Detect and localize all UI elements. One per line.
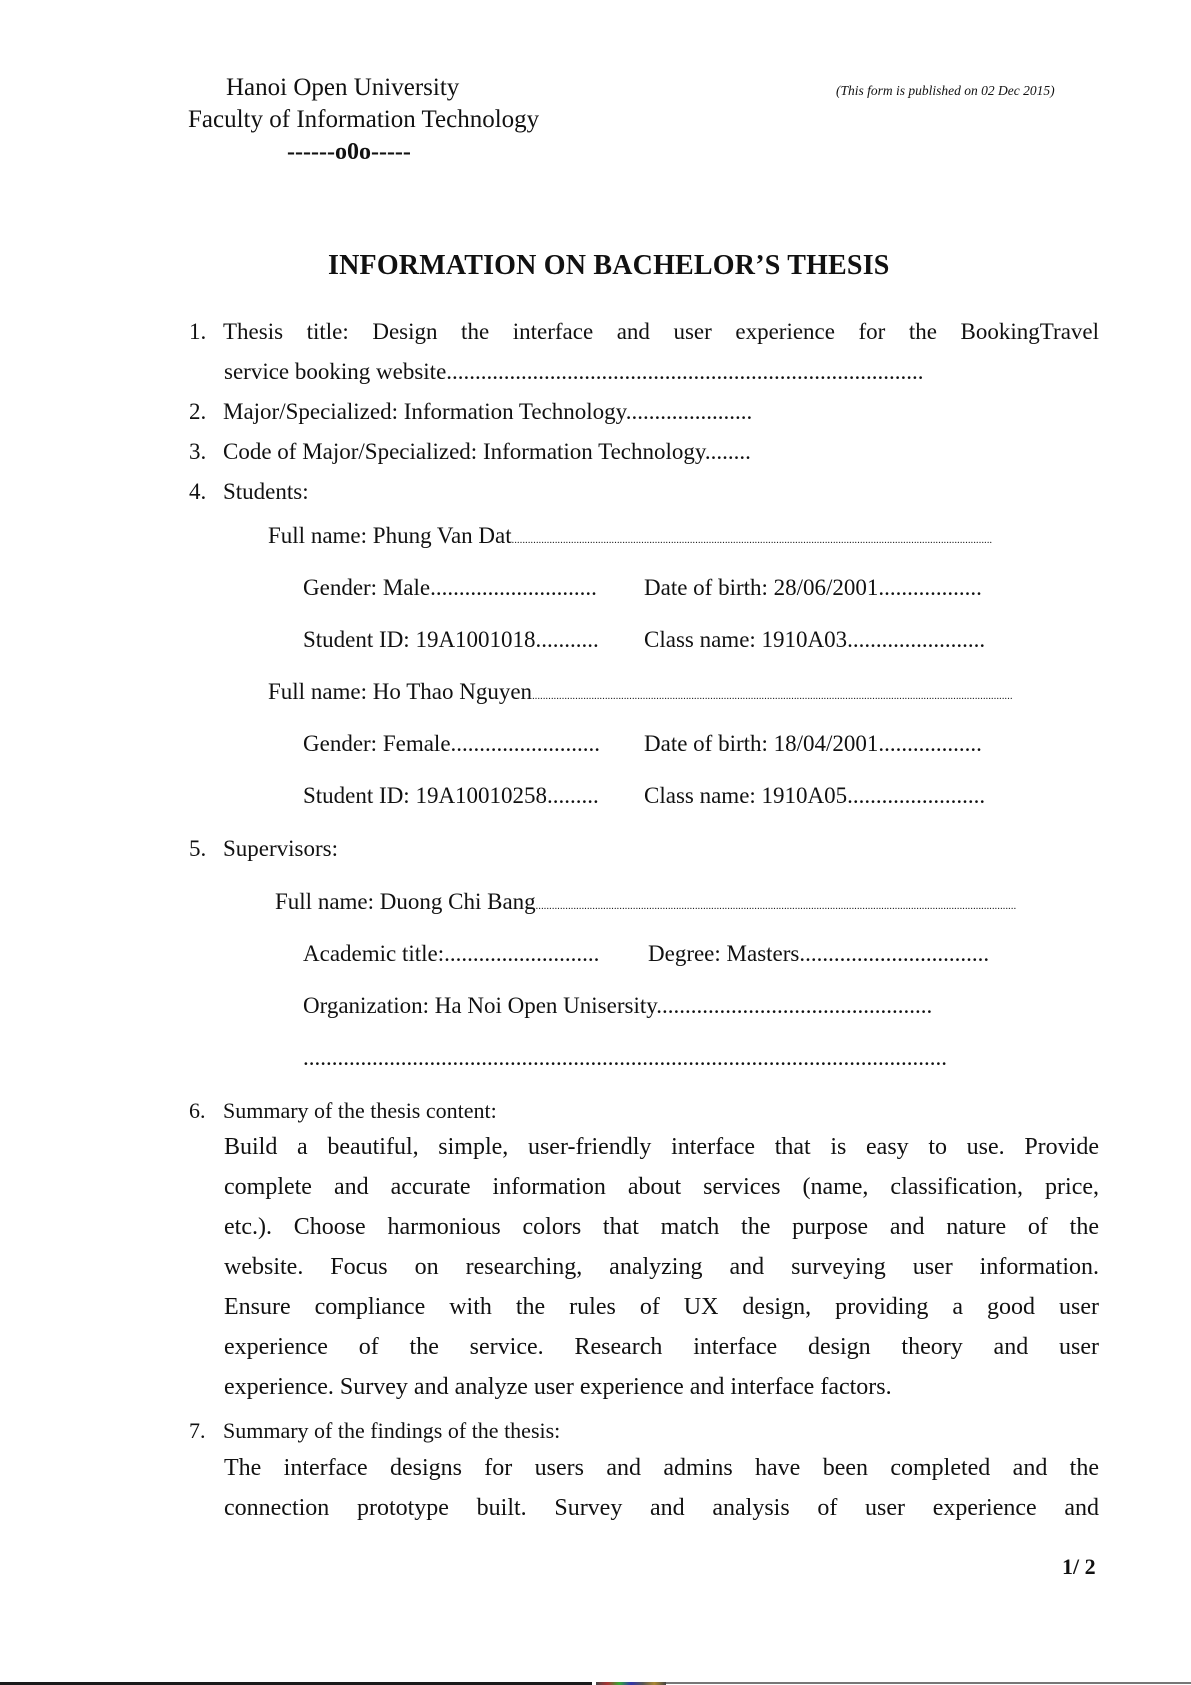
findings-summary-line: connection prototype built. Survey and analysis of user experience and xyxy=(224,1495,1099,1521)
student-1-dob: Date of birth: 28/06/2001.................. xyxy=(644,575,982,600)
student-2-full-name: Full name: Ho Thao Nguyen.................................................................................................................................................................................. xyxy=(268,679,1013,704)
dotted-leader: .................................................................................................................................................................................. xyxy=(511,535,993,546)
item-number: 6. xyxy=(189,1098,206,1123)
student-name: Ho Thao Nguyen xyxy=(372,679,533,704)
content-summary-line: Build a beautiful, simple, user-friendly interface that is easy to use. Provide xyxy=(224,1134,1099,1160)
header-ornament: ------o0o----- xyxy=(287,139,411,165)
document-title: INFORMATION ON BACHELOR’S THESIS xyxy=(328,250,890,281)
item-thesis-title xyxy=(189,318,1099,346)
supervisors-label: Supervisors: xyxy=(223,836,338,861)
faculty-name: Faculty of Information Technology xyxy=(188,106,540,133)
supervisor-blank-line: ................................................................................................................ xyxy=(303,1045,947,1070)
students-label: Students: xyxy=(223,479,309,504)
publication-note: (This form is published on 02 Dec 2015) xyxy=(836,83,1055,98)
content-summary-line: etc.). Choose harmonious colors that match the purpose and nature of the xyxy=(224,1214,1099,1240)
supervisor-degree: Degree: Masters................................. xyxy=(648,941,990,966)
student-2-gender: Gender: Female.......................... xyxy=(303,731,601,756)
item-major-code xyxy=(189,438,751,466)
student-1-full-name: Full name: Phung Van Dat.................................................................................................................................................................................. xyxy=(268,523,993,548)
item-number: 3. xyxy=(189,439,207,464)
student-2-id: Student ID: 19A10010258......... xyxy=(303,783,599,808)
item-supervisors xyxy=(189,835,338,863)
supervisor-organization: Organization: Ha Noi Open Unisersity................................................ xyxy=(303,993,933,1018)
item-number: 1. xyxy=(189,319,207,344)
item-findings-summary xyxy=(189,1417,560,1445)
item-number: 2. xyxy=(189,399,207,424)
student-2-class: Class name: 1910A05........................ xyxy=(644,783,986,808)
supervisor-full-name: Full name: Duong Chi Bang.................................................................................................................................................................................. xyxy=(275,889,1017,914)
item-students xyxy=(189,478,309,506)
findings-summary-label: Summary of the findings of the thesis: xyxy=(223,1418,561,1443)
dotted-leader: .................................................................................................................................................................................. xyxy=(535,901,1017,912)
supervisor-academic-title: Academic title:........................... xyxy=(303,941,600,966)
content-summary-line: Ensure compliance with the rules of UX design, providing a good user xyxy=(224,1294,1099,1320)
dotted-leader: .................................................................................................................................................................................. xyxy=(532,691,1013,702)
student-1-id: Student ID: 19A1001018........... xyxy=(303,627,599,652)
student-1-class: Class name: 1910A03........................ xyxy=(644,627,986,652)
item-major xyxy=(189,398,752,426)
student-2-dob: Date of birth: 18/04/2001.................. xyxy=(644,731,982,756)
item-number: 7. xyxy=(189,1418,206,1443)
item-number: 5. xyxy=(189,836,207,861)
university-name: Hanoi Open University xyxy=(226,74,460,101)
student-1-gender: Gender: Male............................. xyxy=(303,575,597,600)
page-number: 1/ 2 xyxy=(1062,1554,1096,1579)
item-number: 4. xyxy=(189,479,207,504)
content-summary-line: complete and accurate information about services (name, classification, price, xyxy=(224,1174,1099,1200)
student-name: Phung Van Dat xyxy=(372,523,512,548)
content-summary-line: experience of the service. Research interface design theory and user xyxy=(224,1334,1099,1360)
major-code-value: Code of Major/Specialized: Information Technology........ xyxy=(223,439,751,464)
item-content-summary xyxy=(189,1097,497,1125)
content-summary-line: experience. Survey and analyze user experience and interface factors. xyxy=(224,1374,892,1400)
content-summary-line: website. Focus on researching, analyzing and surveying user information. xyxy=(224,1254,1099,1280)
findings-summary-line: The interface designs for users and admins have been completed and the xyxy=(224,1455,1099,1481)
content-summary-label: Summary of the thesis content: xyxy=(223,1098,497,1123)
thesis-title-line2: service booking website................................................................................... xyxy=(224,359,924,384)
bottom-bar-grey-segment xyxy=(666,1682,1191,1684)
major-value: Major/Specialized: Information Technology...................... xyxy=(223,399,753,424)
thesis-title-line1: Thesis title: Design the interface and user experience for the BookingTravel xyxy=(223,319,1099,344)
